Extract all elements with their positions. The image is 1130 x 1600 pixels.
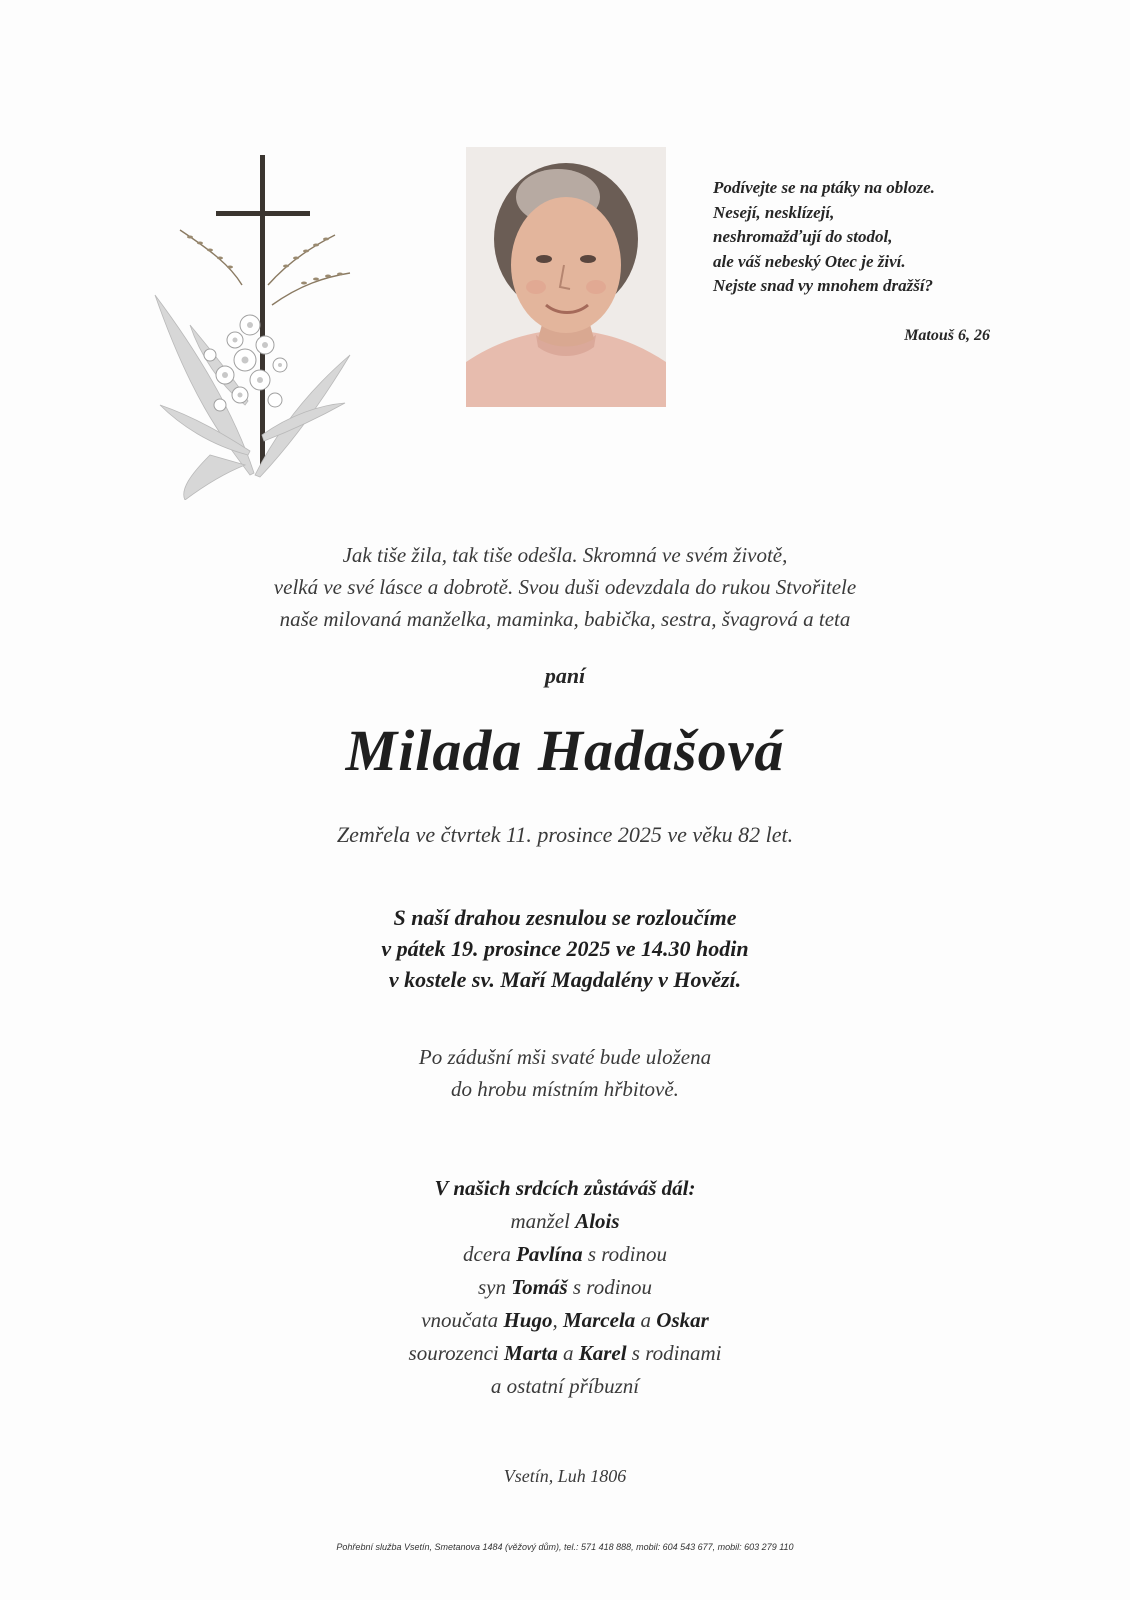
family-line [140,1304,990,1337]
relation-label: syn [477,1275,512,1299]
relation-label: dcera [463,1242,517,1266]
burial-line: do hrobu místním hřbitově. [451,1077,679,1101]
relative-name: Marcela [562,1308,636,1332]
ceremony-line: v kostele sv. Maří Magdalény v Hovězí. [388,967,742,992]
relative-name: Oskar [656,1308,709,1332]
family-line [140,1238,990,1271]
family-list [140,1172,990,1403]
ceremony-line: v pátek 19. prosince 2025 ve 14.30 hodin [381,936,749,961]
ceremony-info [140,902,990,995]
relation-label: manžel [510,1209,576,1233]
verse-line: Nesejí, nesklízejí, [713,202,835,222]
relation-suffix: s rodinou [582,1242,667,1266]
relative-name: Hugo [503,1308,553,1332]
intro-line: velká ve své lásce a dobrotě. Svou duši odevzdala do rukou Stvořitele [273,575,857,599]
relation-label: sourozenci [408,1341,505,1365]
address: Vsetín, Luh 1806 [503,1466,627,1486]
relative-name: Karel [578,1341,627,1365]
cross-with-flowers-ornament [150,155,360,500]
portrait-photo [466,147,666,407]
family-line [140,1205,990,1238]
ceremony-line: S naší drahou zesnulou se rozloučíme [393,905,737,930]
relative-name: Alois [575,1209,620,1233]
verse-line: Nejste snad vy mnohem dražší? [713,276,934,295]
title-prefix: paní [544,663,586,688]
burial-line: Po zádušní mši svaté bude uložena [418,1045,712,1069]
separator: a [557,1341,579,1365]
relative-name: Tomáš [511,1275,568,1299]
relative-name: Pavlína [516,1242,583,1266]
relation-label: vnoučata [421,1308,504,1332]
bible-verse [713,176,1003,299]
intro-line: Jak tiše žila, tak tiše odešla. Skromná ve svém životě, [342,543,788,567]
family-line: a ostatní příbuzní [490,1374,640,1398]
family-line [140,1337,990,1370]
relation-suffix: s rodinami [626,1341,722,1365]
verse-reference: Matouš 6, 26 [904,327,990,344]
intro-line: naše milovaná manželka, maminka, babička, sestra, švagrová a teta [279,607,851,631]
verse-line: ale váš nebeský Otec je živí. [713,251,906,271]
burial-info [140,1041,990,1105]
family-line [140,1271,990,1304]
separator: , [552,1308,563,1332]
funeral-service-footer: Pohřební služba Vsetín, Smetanova 1484 (věžový dům), tel.: 571 418 888, mobil: 604 543 677, mobil: 603 279 110 [336,1542,794,1552]
relation-suffix: s rodinou [567,1275,653,1299]
verse-line: neshromažďují do stodol, [713,227,893,246]
verse-line: Podívejte se na ptáky na obloze. [713,178,935,197]
death-notice: Zemřela ve čtvrtek 11. prosince 2025 ve věku 82 let. [336,822,794,847]
separator: a [635,1308,657,1332]
relative-name: Marta [504,1341,558,1365]
family-heading: V našich srdcích zůstáváš dál: [434,1176,696,1200]
deceased-name: Milada Hadašová [345,718,785,783]
intro-text [140,539,990,635]
